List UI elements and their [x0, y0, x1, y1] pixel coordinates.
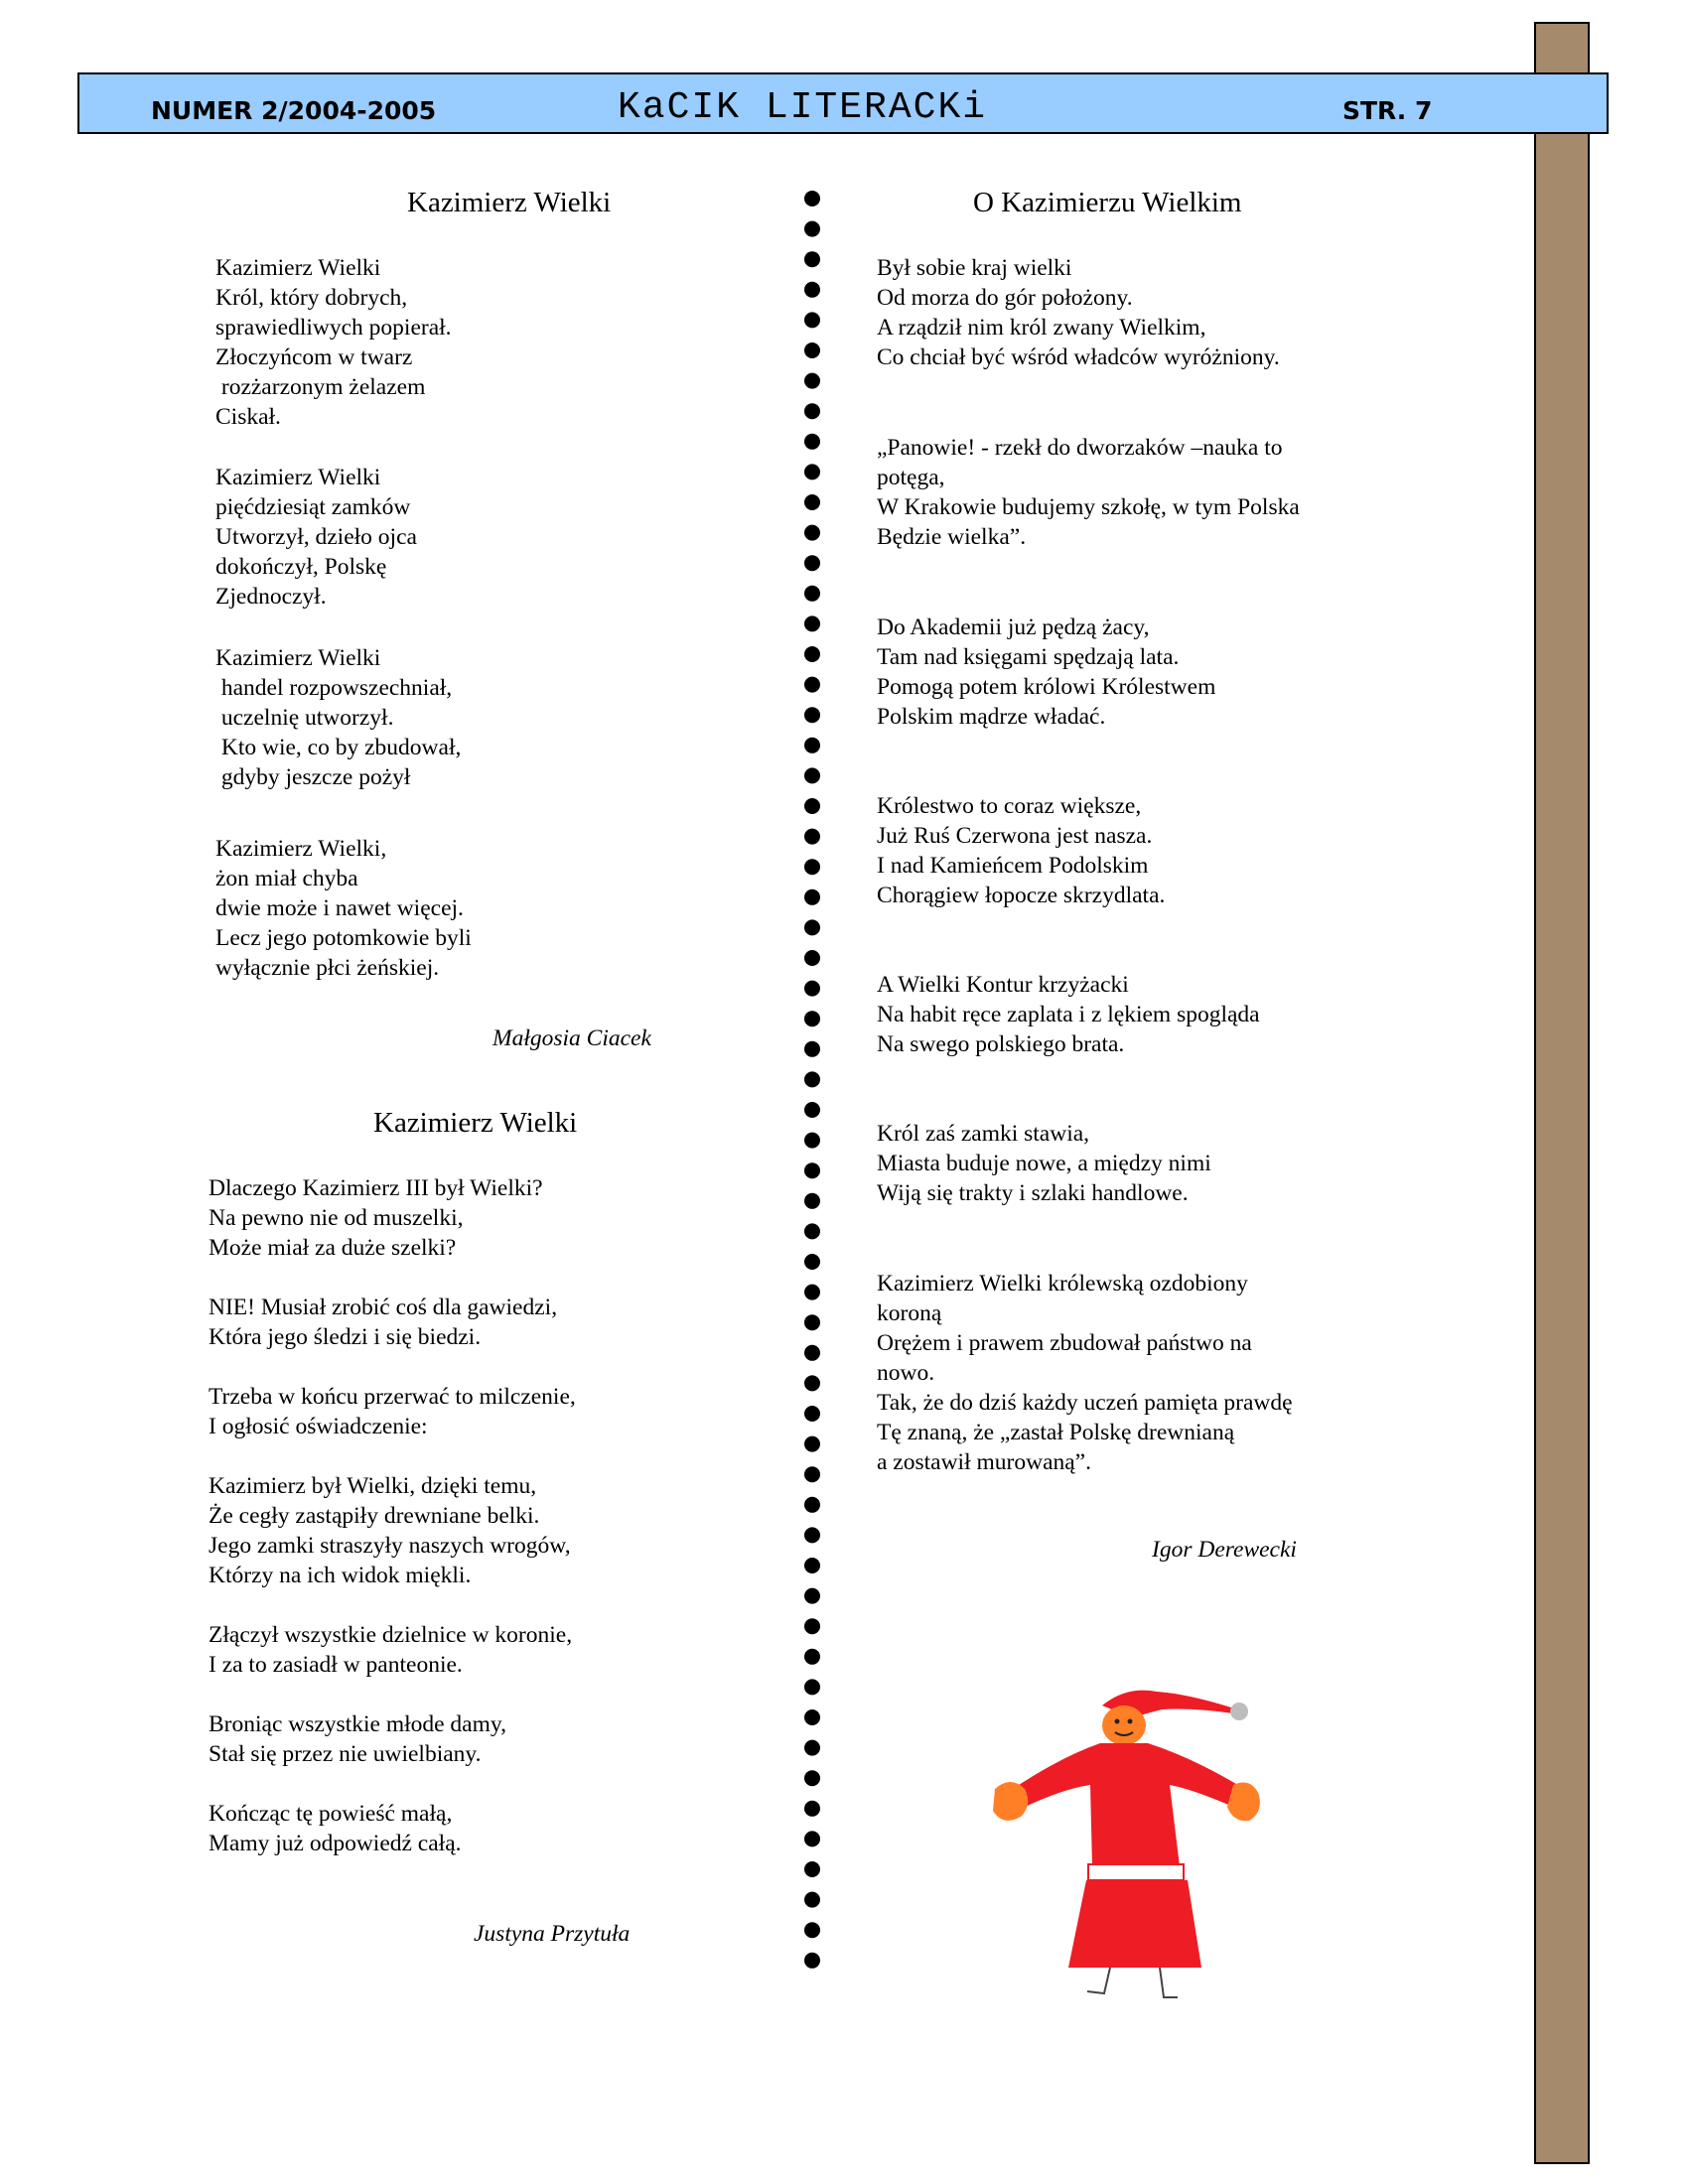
divider-dot [804, 1133, 820, 1149]
divider-dot [804, 312, 820, 328]
poem3-stanza: A Wielki Kontur krzyżacki Na habit ręce zaplata i z lękiem spogląda Na swego polskiego brata. [877, 972, 1260, 1057]
divider-dot [804, 1375, 820, 1391]
divider-dot [804, 767, 820, 783]
divider-dot [804, 1801, 820, 1817]
divider-dot [804, 798, 820, 814]
divider-dot [804, 221, 820, 237]
divider-dot [804, 738, 820, 753]
divider-dot [804, 494, 820, 510]
divider-dot [804, 1041, 820, 1057]
divider-dot [804, 282, 820, 298]
poem3-stanza: Kazimierz Wielki królewską ozdobiony koroną Orężem i prawem zbudował państwo na nowo. Tak, że do dziś każdy uczeń pamięta prawdę Tę znaną, że „zastał Polskę drewnianą a zostawił murowaną”. [877, 1271, 1293, 1475]
poem3-stanza: Był sobie kraj wielki Od morza do gór położony. A rządził nim król zwany Wielkim, Co chciał być wśród władców wyróżniony. [877, 255, 1280, 370]
poem2-stanza: NIE! Musiał zrobić coś dla gawiedzi, Która jego śledzi i się biedzi. [209, 1295, 558, 1350]
divider-dot [804, 1497, 820, 1513]
divider-dot [804, 1254, 820, 1270]
divider-dot [804, 1345, 820, 1361]
divider-dot [804, 1861, 820, 1877]
divider-dot [804, 646, 820, 662]
divider-dot [804, 1831, 820, 1846]
poem3-title: O Kazimierzu Wielkim [973, 187, 1242, 218]
divider-dot [804, 434, 820, 450]
divider-dot [804, 464, 820, 479]
divider-dot [804, 1649, 820, 1665]
divider-dot [804, 829, 820, 845]
poem3-stanza: Król zaś zamki stawia, Miasta buduje nowe, a między nimi Wiją się trakty i szlaki handlowe. [877, 1121, 1211, 1206]
divider-dot [804, 707, 820, 723]
divider-dot [804, 525, 820, 541]
divider-dot [804, 981, 820, 997]
poem1-stanza: Kazimierz Wielki, żon miał chyba dwie może i nawet więcej. Lecz jego potomkowie byli wyłącznie płci żeńskiej. [215, 836, 472, 981]
poem3-stanza: Królestwo to coraz większe, Już Ruś Czerwona jest nasza. I nad Kamieńcem Podolskim Chorągiew łopocze skrzydlata. [877, 793, 1166, 908]
divider-dot [804, 1892, 820, 1908]
poem2-title: Kazimierz Wielki [373, 1107, 578, 1139]
page-number: STR. 7 [1342, 96, 1433, 125]
divider-dot [804, 1071, 820, 1087]
divider-dot [804, 191, 820, 206]
poem3-stanza: „Panowie! - rzekł do dworzaków –nauka to potęga, W Krakowie budujemy szkołę, w tym Polska Będzie wielka”. [877, 435, 1300, 550]
poem3-stanza: Do Akademii już pędzą żacy, Tam nad księgami spędzają lata. Pomogą potem królowi Królestwem Polskim mądrze władać. [877, 614, 1216, 730]
poem2-stanza: Dlaczego Kazimierz III był Wielki? Na pewno nie od muszelki, Może miał za duże szelki? [209, 1175, 543, 1261]
divider-dot [804, 1953, 820, 1969]
divider-dot [804, 1527, 820, 1543]
divider-dot [804, 1558, 820, 1573]
divider-dot [804, 251, 820, 267]
divider-dot [804, 1618, 820, 1634]
divider-dot [804, 342, 820, 358]
divider-dot [804, 919, 820, 935]
divider-dot [804, 1011, 820, 1026]
divider-dot [804, 950, 820, 966]
poem2-stanza: Złączył wszystkie dzielnice w koronie, I za to zasiadł w panteonie. [209, 1622, 573, 1678]
issue-number: NUMER 2/2004-2005 [151, 96, 437, 125]
divider-dot [804, 1922, 820, 1938]
divider-dot [804, 1102, 820, 1118]
divider-dot [804, 403, 820, 419]
divider-dot [804, 1588, 820, 1604]
divider-dot [804, 1466, 820, 1482]
poem2-stanza: Kończąc tę powieść małą, Mamy już odpowiedź całą. [209, 1801, 462, 1856]
poem1-stanza: Kazimierz Wielki handel rozpowszechniał, uczelnię utworzył. Kto wie, co by zbudował, gdyby jeszcze pożył [215, 645, 462, 790]
section-title: KaCIK LITERACKi [618, 86, 988, 129]
divider-dot [804, 586, 820, 602]
poem3-author: Igor Derewecki [1152, 1537, 1297, 1563]
poem1-stanza: Kazimierz Wielki Król, który dobrych, sprawiedliwych popierał. Złoczyńcom w twarz rozżarzonym żelazem Ciskał. [215, 255, 452, 430]
divider-dot [804, 859, 820, 875]
divider-dot [804, 615, 820, 631]
poem1-author: Małgosia Ciacek [492, 1025, 651, 1051]
divider-dot [804, 1314, 820, 1330]
divider-dot [804, 1162, 820, 1178]
poem1-stanza: Kazimierz Wielki pięćdziesiąt zamków Utworzył, dzieło ojca dokończył, Polskę Zjednoczył. [215, 465, 417, 610]
poem2-stanza: Kazimierz był Wielki, dzięki temu, Że cegły zastąpiły drewniane belki. Jego zamki straszyły naszych wrogów, Którzy na ich widok miękli. [209, 1473, 571, 1588]
divider-dot [804, 1406, 820, 1422]
divider-dot [804, 1193, 820, 1209]
king-drawing [953, 1678, 1311, 2015]
poem2-stanza: Broniąc wszystkie młode damy, Stał się przez nie uwielbiany. [209, 1711, 506, 1767]
divider-dot [804, 889, 820, 905]
divider-dot [804, 1770, 820, 1786]
poem1-title: Kazimierz Wielki [407, 187, 612, 218]
divider-dot [804, 1709, 820, 1725]
poem2-author: Justyna Przytuła [474, 1921, 631, 1947]
divider-dot [804, 1436, 820, 1452]
divider-dot [804, 1740, 820, 1756]
divider-dot [804, 1285, 820, 1300]
divider-dot [804, 677, 820, 693]
divider-dot [804, 1679, 820, 1695]
divider-dot [804, 373, 820, 389]
divider-dot [804, 1223, 820, 1239]
divider-dot [804, 555, 820, 571]
poem2-stanza: Trzeba w końcu przerwać to milczenie, I ogłosić oświadczenie: [209, 1384, 576, 1439]
